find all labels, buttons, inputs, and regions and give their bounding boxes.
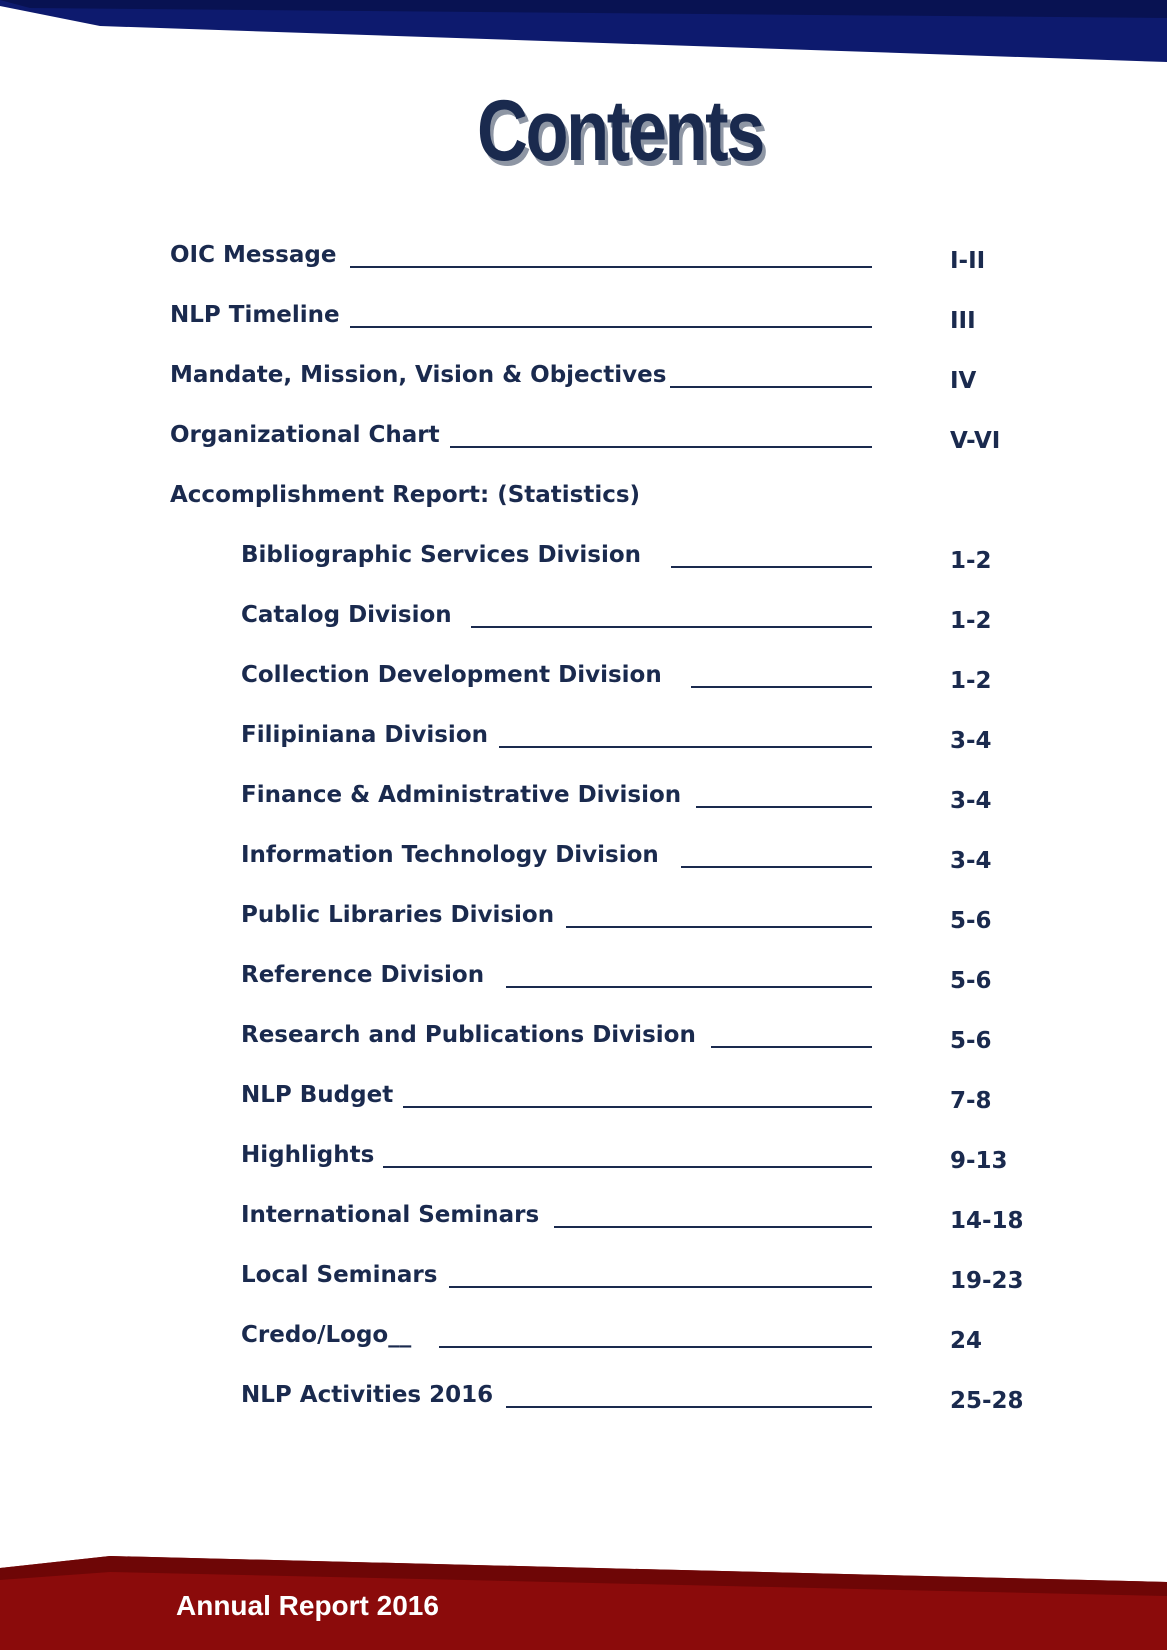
toc-entry-bibliographic bbox=[241, 542, 1031, 582]
toc-entry-public-libraries bbox=[241, 902, 1031, 942]
toc-leader-line bbox=[696, 806, 872, 808]
toc-entry-label: Reference Division bbox=[241, 962, 492, 988]
toc-leader-line bbox=[403, 1106, 872, 1108]
toc-entry-label: Highlights bbox=[241, 1142, 382, 1168]
toc-entry-label: Mandate, Mission, Vision & Objectives bbox=[170, 362, 674, 388]
toc-leader-line bbox=[711, 1046, 872, 1048]
toc-entry-catalog bbox=[241, 602, 1031, 642]
toc-entry-page: 3-4 bbox=[950, 848, 992, 874]
toc-entry-label: Catalog Division bbox=[241, 602, 460, 628]
toc-section-heading: Accomplishment Report: (Statistics) bbox=[170, 482, 648, 508]
toc-entry-finance-administrative bbox=[241, 782, 1031, 822]
toc-entry-nlp-activities bbox=[241, 1382, 1031, 1422]
toc-entry-page: III bbox=[950, 308, 976, 334]
toc-entry-page: 25-28 bbox=[950, 1388, 1024, 1414]
toc-entry-label: Credo/Logo__ bbox=[241, 1322, 419, 1348]
toc-entry-oic-message bbox=[170, 242, 1030, 282]
toc-leader-line bbox=[471, 626, 872, 628]
toc-entry-highlights bbox=[241, 1142, 1031, 1182]
toc-entry-page: 1-2 bbox=[950, 548, 992, 574]
toc-entry-page: 24 bbox=[950, 1328, 983, 1354]
toc-entry-mandate bbox=[170, 362, 1030, 402]
toc-leader-line bbox=[499, 746, 872, 748]
toc-entry-information-technology bbox=[241, 842, 1031, 882]
toc-entry-label: Local Seminars bbox=[241, 1262, 445, 1288]
toc-entry-label: NLP Timeline bbox=[170, 302, 348, 328]
toc-entry-label: Filipiniana Division bbox=[241, 722, 496, 748]
toc-entry-reference bbox=[241, 962, 1031, 1002]
toc-entry-label: NLP Budget bbox=[241, 1082, 401, 1108]
toc-entry-label: Research and Publications Division bbox=[241, 1022, 704, 1048]
toc-entry-international-seminars bbox=[241, 1202, 1031, 1242]
toc-leader-line bbox=[681, 866, 872, 868]
toc-entry-local-seminars bbox=[241, 1262, 1031, 1302]
toc-leader-line bbox=[350, 266, 872, 268]
toc-entry-label: Information Technology Division bbox=[241, 842, 667, 868]
toc-entry-page: 3-4 bbox=[950, 728, 992, 754]
toc-entry-label: Bibliographic Services Division bbox=[241, 542, 649, 568]
toc-entry-page: 9-13 bbox=[950, 1148, 1008, 1174]
toc-entry-label: NLP Activities 2016 bbox=[241, 1382, 501, 1408]
toc-entry-label: Organizational Chart bbox=[170, 422, 448, 448]
page-title: Contents bbox=[477, 83, 763, 179]
toc-entry-page: I-II bbox=[950, 248, 986, 274]
toc-leader-line bbox=[566, 926, 872, 928]
toc-entry-label: Collection Development Division bbox=[241, 662, 670, 688]
toc-entry-nlp-budget bbox=[241, 1082, 1031, 1122]
toc-entry-page: 7-8 bbox=[950, 1088, 992, 1114]
toc-leader-line bbox=[450, 446, 872, 448]
toc-leader-line bbox=[449, 1286, 872, 1288]
toc-leader-line bbox=[439, 1346, 872, 1348]
toc-leader-line bbox=[671, 566, 872, 568]
toc-leader-line bbox=[670, 386, 872, 388]
toc-entry-page: V-VI bbox=[950, 428, 1001, 454]
toc-leader-line bbox=[383, 1166, 872, 1168]
toc-entry-organizational-chart bbox=[170, 422, 1030, 462]
toc-entry-nlp-timeline bbox=[170, 302, 1030, 342]
toc-leader-line bbox=[691, 686, 872, 688]
toc-entry-page: IV bbox=[950, 368, 977, 394]
toc-section-heading-accomplishment bbox=[170, 482, 1030, 522]
toc-leader-line bbox=[506, 1406, 872, 1408]
toc-entry-page: 1-2 bbox=[950, 668, 992, 694]
toc-leader-line bbox=[506, 986, 872, 988]
toc-entry-label: Public Libraries Division bbox=[241, 902, 562, 928]
toc-leader-line bbox=[554, 1226, 872, 1228]
toc-entry-page: 3-4 bbox=[950, 788, 992, 814]
footer-annual-report: Annual Report 2016 bbox=[176, 1590, 439, 1621]
toc-entry-page: 5-6 bbox=[950, 1028, 992, 1054]
toc-entry-page: 1-2 bbox=[950, 608, 992, 634]
toc-leader-line bbox=[350, 326, 872, 328]
toc-entry-collection-development bbox=[241, 662, 1031, 702]
toc-entry-label: OIC Message bbox=[170, 242, 344, 268]
toc-entry-page: 14-18 bbox=[950, 1208, 1024, 1234]
toc-entry-research-publications bbox=[241, 1022, 1031, 1062]
toc-entry-label: International Seminars bbox=[241, 1202, 547, 1228]
toc-entry-page: 19-23 bbox=[950, 1268, 1024, 1294]
toc-entry-page: 5-6 bbox=[950, 968, 992, 994]
toc-entry-page: 5-6 bbox=[950, 908, 992, 934]
toc-entry-filipiniana bbox=[241, 722, 1031, 762]
toc-entry-label: Finance & Administrative Division bbox=[241, 782, 689, 808]
toc-entry-credo-logo bbox=[241, 1322, 1031, 1362]
